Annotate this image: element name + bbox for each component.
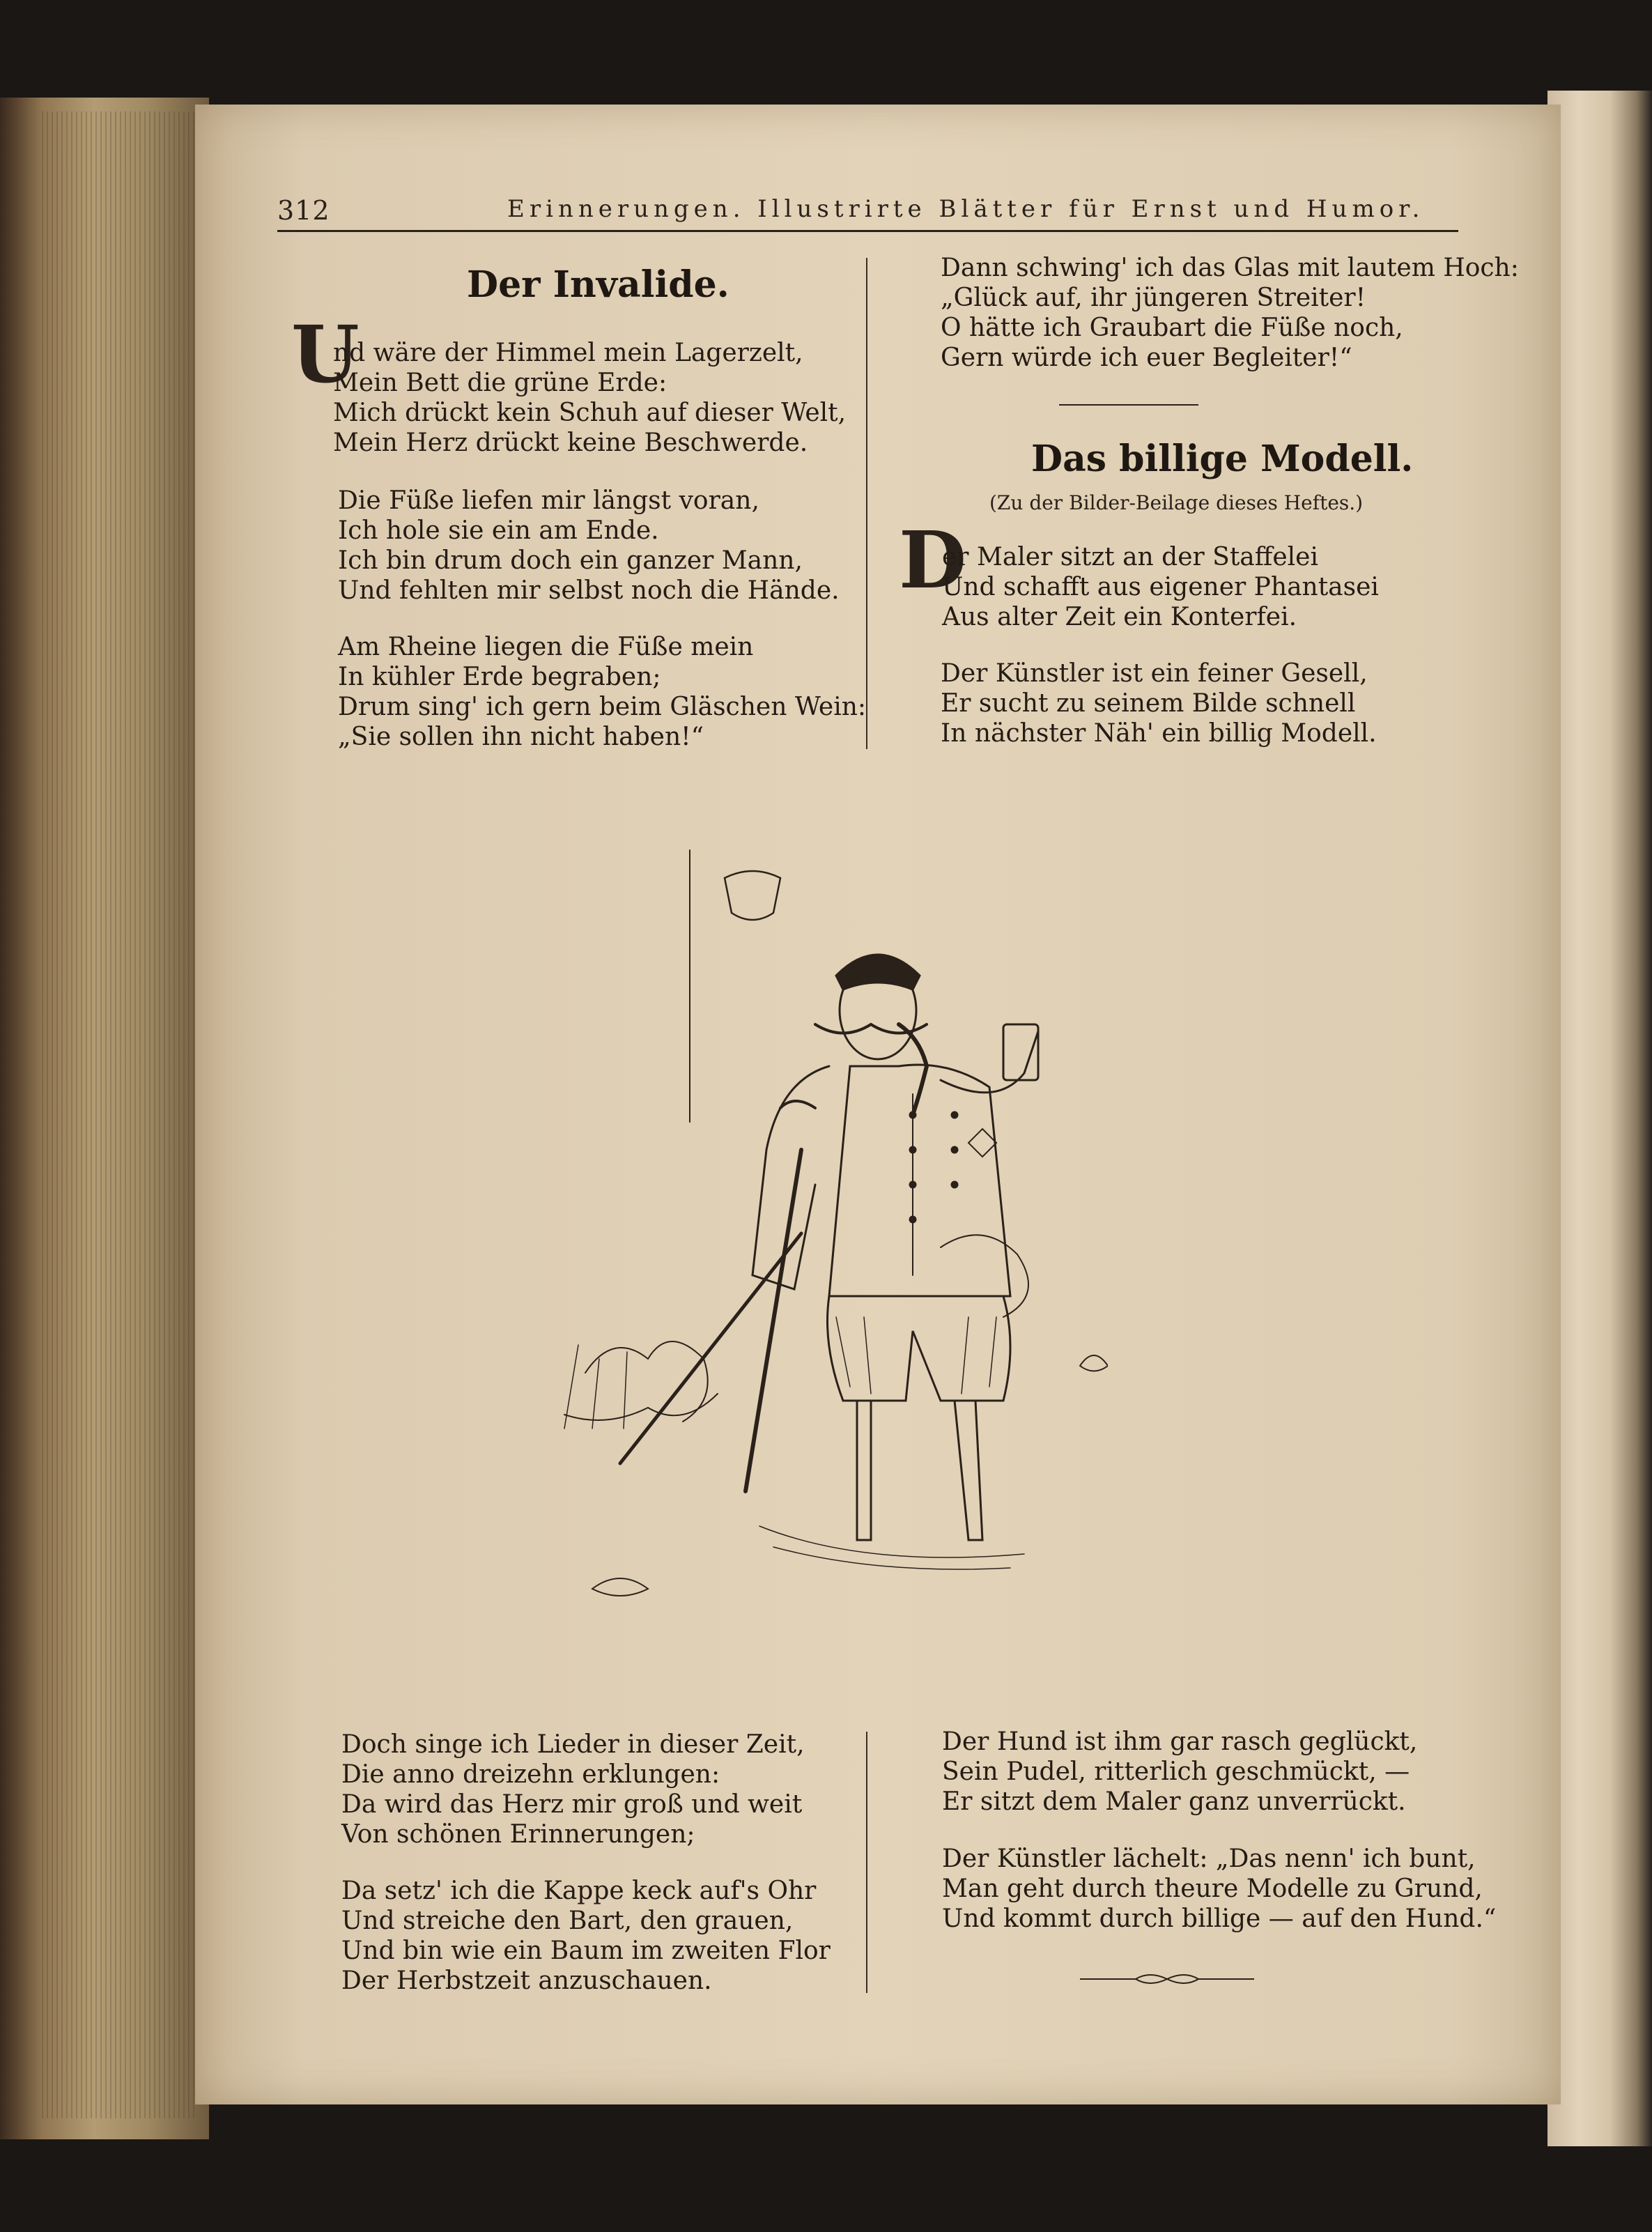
verse-line: „Sie sollen ihn nicht haben!“ — [338, 723, 704, 751]
section-rule — [1059, 404, 1198, 406]
verse-line: Er sitzt dem Maler ganz unverrückt. — [942, 1787, 1406, 1816]
stanza-2 — [338, 486, 840, 606]
verse-line: er Maler sitzt an der Staffelei — [942, 543, 1318, 571]
stanza-7 — [341, 1730, 805, 1849]
verse-line: O hätte ich Graubart die Füße noch, — [941, 314, 1403, 342]
dropcap-d: D — [899, 515, 967, 606]
poem-title-modell: Das billige Modell. — [1031, 438, 1414, 480]
verse-line: Und bin wie ein Baum im zweiten Flor — [341, 1937, 831, 1965]
stanza-1 — [333, 338, 846, 458]
verse-line: Der Künstler lächelt: „Das nenn' ich bunt, — [942, 1845, 1476, 1873]
verse-line: Sein Pudel, ritterlich geschmückt, — — [942, 1757, 1410, 1786]
verse-line: Ich hole sie ein am Ende. — [338, 516, 659, 545]
verse-line: Man geht durch theure Modelle zu Grund, — [942, 1875, 1483, 1903]
verse-line: nd wäre der Himmel mein Lagerzelt, — [333, 339, 803, 367]
verse-line: Aus alter Zeit ein Konterfei. — [942, 603, 1297, 631]
page-header — [277, 188, 1462, 230]
verse-line: Er sucht zu seinem Bilde schnell — [941, 689, 1356, 718]
verse-line: Der Künstler ist ein feiner Gesell, — [941, 659, 1368, 688]
book-page-edges-right — [1547, 91, 1652, 2146]
stanza-3 — [338, 632, 866, 752]
stanza-4 — [941, 253, 1519, 373]
column-divider-bottom — [866, 1732, 867, 1993]
stanza-5 — [942, 542, 1379, 632]
column-divider-top — [866, 258, 867, 749]
verse-line: Der Hund ist ihm gar rasch geglückt, — [942, 1727, 1418, 1756]
verse-line: Doch singe ich Lieder in dieser Zeit, — [341, 1730, 805, 1759]
page-number: 312 — [277, 195, 330, 226]
verse-line: Ich bin drum doch ein ganzer Mann, — [338, 546, 803, 575]
verse-line: Dann schwing' ich das Glas mit lautem Hoch: — [941, 254, 1519, 282]
verse-line: Und kommt durch billige — auf den Hund.“ — [942, 1904, 1497, 1933]
page-stack-lines — [42, 111, 195, 2118]
verse-line: Und streiche den Bart, den grauen, — [341, 1907, 794, 1935]
verse-line: In nächster Näh' ein billig Modell. — [941, 719, 1377, 748]
poem-subtitle: (Zu der Bilder-Beilage dieses Heftes.) — [989, 491, 1364, 514]
verse-line: In kühler Erde begraben; — [338, 663, 661, 691]
stanza-8 — [341, 1876, 831, 1996]
verse-line: Der Herbstzeit anzuschauen. — [341, 1967, 712, 1995]
end-ornament — [1080, 1969, 1254, 1989]
verse-line: Und fehlten mir selbst noch die Hände. — [338, 576, 840, 605]
verse-line: Mein Bett die grüne Erde: — [333, 369, 667, 397]
verse-line: Mein Herz drückt keine Beschwerde. — [333, 429, 808, 457]
verse-line: Da wird das Herz mir groß und weit — [341, 1790, 803, 1819]
verse-line: Da setz' ich die Kappe keck auf's Ohr — [341, 1877, 817, 1905]
verse-line: Gern würde ich euer Begleiter!“ — [941, 344, 1352, 372]
verse-line: Die anno dreizehn erklungen: — [341, 1760, 720, 1789]
verse-line: Die Füße liefen mir längst voran, — [338, 486, 759, 515]
stanza-6 — [941, 659, 1377, 748]
poem-title-invalide: Der Invalide. — [467, 263, 729, 306]
verse-line: Von schönen Erinnerungen; — [341, 1820, 695, 1849]
invalid-soldier-illustration — [550, 815, 1108, 1672]
verse-line: Mich drückt kein Schuh auf dieser Welt, — [333, 399, 847, 427]
verse-line: Und schafft aus eigener Phantasei — [942, 573, 1379, 601]
stanza-10 — [942, 1844, 1496, 1934]
verse-line: Am Rheine liegen die Füße mein — [338, 633, 754, 661]
verse-line: „Glück auf, ihr jüngeren Streiter! — [941, 284, 1366, 312]
verse-line: Drum sing' ich gern beim Gläschen Wein: — [338, 693, 867, 721]
dropcap-u: U — [291, 309, 360, 401]
header-rule — [277, 230, 1458, 232]
running-head: Erinnerungen. Illustrirte Blätter für Ernst und Humor. — [507, 195, 1425, 223]
stanza-9 — [942, 1727, 1417, 1817]
